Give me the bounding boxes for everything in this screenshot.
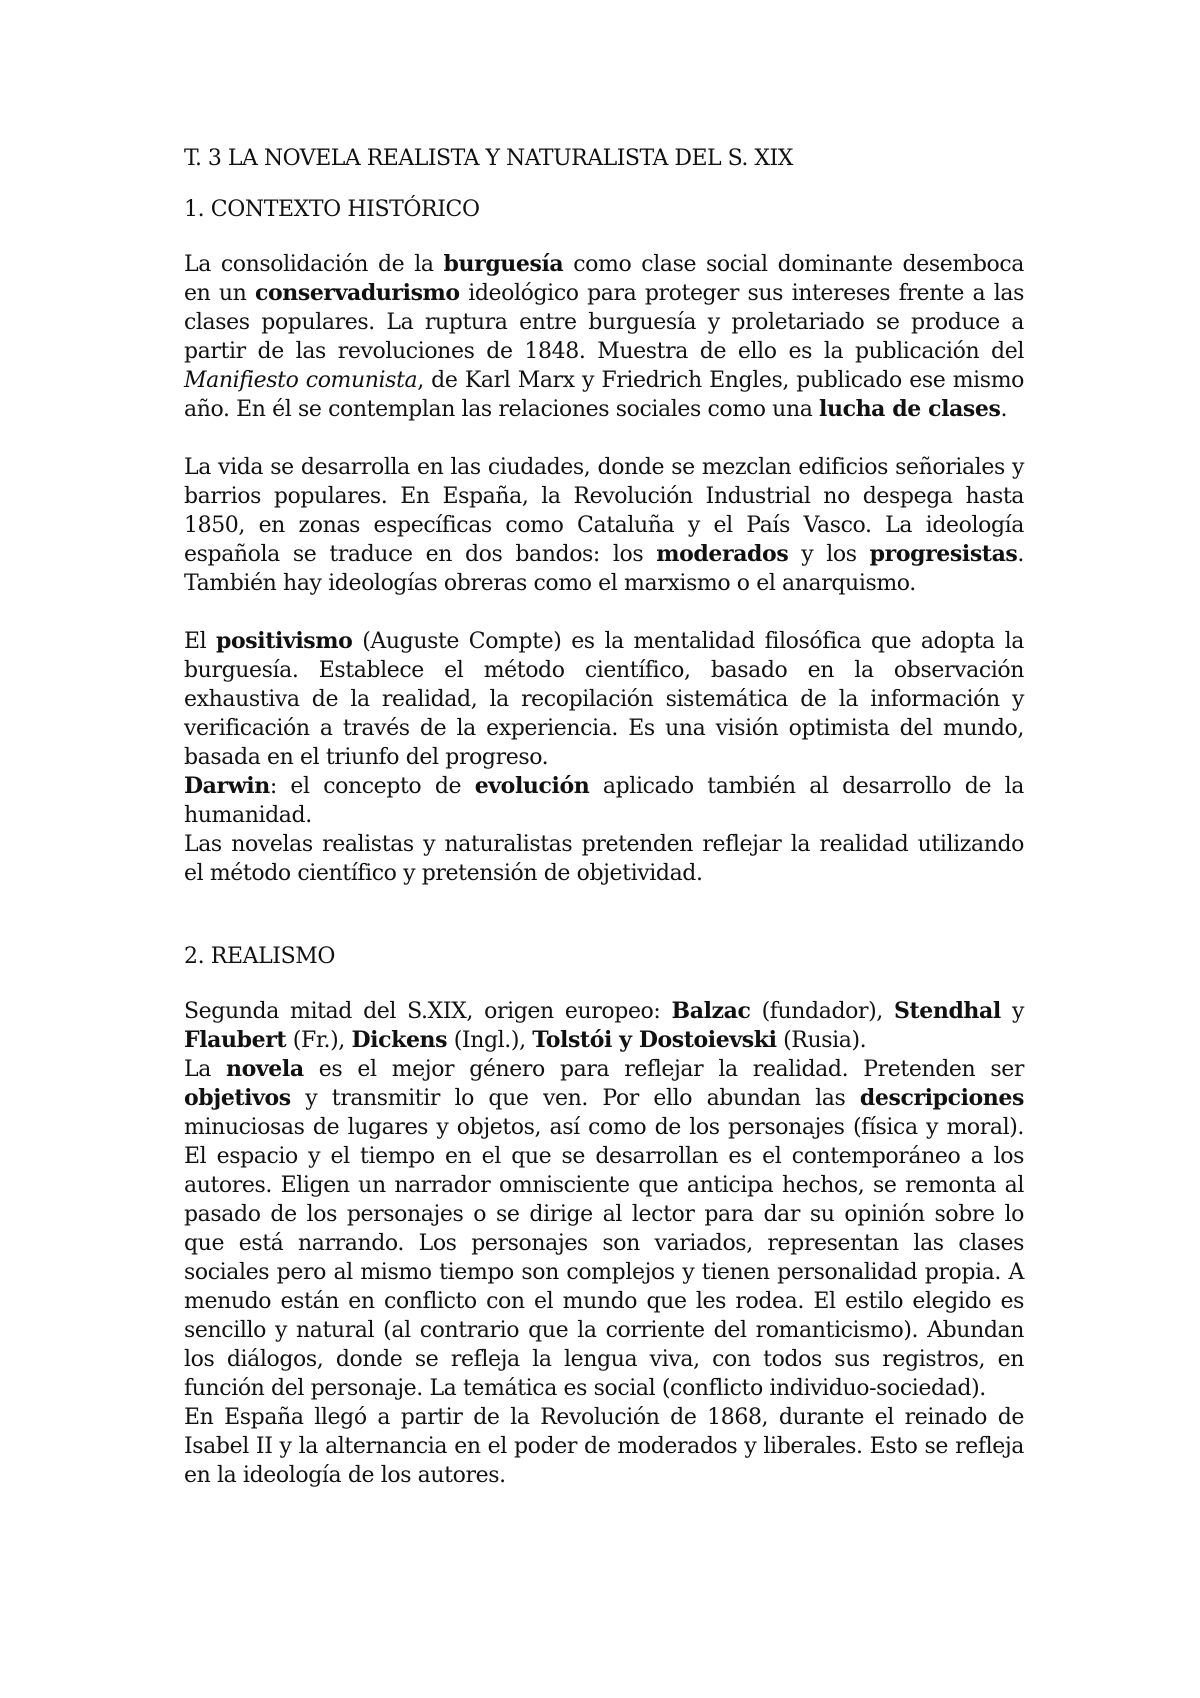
text-run: (Auguste Compte) es la mentalidad filosófica que adopta la burguesía. Establece el método científico, basado en la observación exhaustiva de la realidad, la recopilación sistemática de la información y verificación a través de la experiencia. Es una visión optimista del mundo, basada en el triunfo del progreso. — [184, 629, 1024, 770]
bold-term: Dickens — [351, 1027, 448, 1053]
text-run: La vida se desarrolla en las ciudades, donde se mezclan edificios señoriales y barrios populares. En España, la Revolución Industrial no despega hasta 1850, en zonas específicas como Cataluña y el País Vasco. La ideología española se traduce en dos bandos: los — [184, 455, 1024, 567]
bold-term: progresistas — [869, 541, 1018, 567]
text-run: minuciosas de lugares y objetos, así como de los personajes (física y moral). El espacio y el tiempo en el que se desarrollan es el contemporáneo a los autores. Eligen un narrador omnisciente que anticipa hechos, se remonta al pasado de los personajes o se dirige al lector para dar su opinión sobre lo que está narrando. Los personajes son variados, representan las clases sociales pero al mismo tiempo son complejos y tienen personalidad propia. A menudo están en conflicto con el mundo que les rodea. El estilo elegido es sencillo y natural (al contrario que la corriente del romanticismo). Abundan los diálogos, donde se refleja la lengua viva, con todos sus registros, en función del personaje. La temática es social (conflicto individuo-sociedad). — [184, 1115, 1024, 1401]
text-run: El — [184, 629, 217, 654]
paragraph-ciudades — [184, 453, 1024, 598]
bold-term: descripciones — [859, 1085, 1024, 1111]
text-run: , de Karl Marx y Friedrich Engles, publicado ese mismo año. En él se contemplan las relaciones sociales como una — [184, 368, 1024, 422]
bold-term: Darwin — [184, 773, 270, 799]
section-heading-realismo: 2. REALISMO — [184, 944, 336, 969]
bold-term: moderados — [656, 541, 789, 567]
text-run: aplicado también al desarrollo de la humanidad. — [184, 774, 1024, 828]
text-run: . — [1000, 397, 1008, 422]
bold-term: conservadurismo — [254, 280, 460, 306]
text-run: : el concepto de — [269, 774, 475, 799]
paragraph-espana — [184, 1403, 1024, 1490]
document-title: T. 3 LA NOVELA REALISTA Y NATURALISTA DEL S. XIX — [184, 146, 793, 171]
paragraph-novelas-realistas — [184, 830, 1024, 888]
bold-term: Tolstói y Dostoievski — [532, 1027, 777, 1053]
paragraph-burguesia — [184, 250, 1024, 424]
text-run: Segunda mitad del S.XIX, origen europeo: — [184, 999, 672, 1024]
text-run: es el mejor género para reflejar la realidad. Pretenden ser — [303, 1057, 1024, 1082]
text-run: ideológico para proteger sus intereses frente a las clases populares. La ruptura entre burguesía y proletariado se produce a partir de las revoluciones de 1848. Muestra de ello es la publicación del — [184, 281, 1024, 364]
text-run: La consolidación de la — [184, 252, 444, 277]
text-run: La — [184, 1057, 227, 1082]
paragraph-darwin — [184, 772, 1024, 830]
bold-term: positivismo — [216, 628, 353, 654]
bold-term: Balzac — [671, 998, 751, 1024]
text-run: (Ingl.), — [447, 1028, 533, 1053]
text-run: (Rusia). — [776, 1028, 867, 1053]
text-run: (fundador), — [750, 999, 894, 1024]
text-run: y — [1000, 999, 1024, 1024]
text-run: . También hay ideologías obreras como el marxismo o el anarquismo. — [184, 542, 1024, 596]
italic-title: Manifiesto comunista — [184, 368, 418, 393]
bold-term: Stendhal — [894, 998, 1001, 1024]
text-run: como clase social dominante desemboca en un — [184, 252, 1024, 306]
section-heading-contexto-historico: 1. CONTEXTO HISTÓRICO — [184, 197, 480, 222]
bold-term: Flaubert — [184, 1027, 287, 1053]
bold-term: evolución — [474, 773, 590, 799]
text-run: y los — [788, 542, 870, 567]
paragraph-novela-caracteristicas — [184, 1055, 1024, 1403]
text-run: En España llegó a partir de la Revolución de 1868, durante el reinado de Isabel II y la alternancia en el poder de moderados y liberales. Esto se refleja en la ideología de los autores. — [184, 1405, 1024, 1488]
text-run: (Fr.), — [286, 1028, 352, 1053]
bold-term: objetivos — [184, 1085, 291, 1111]
bold-term: burguesía — [443, 251, 564, 277]
document-body — [184, 144, 1024, 1490]
paragraph-positivismo — [184, 627, 1024, 772]
bold-term: lucha de clases — [819, 396, 1001, 422]
bold-term: novela — [226, 1056, 304, 1082]
text-run: y transmitir lo que ven. Por ello abundan las — [290, 1086, 860, 1111]
paragraph-autores — [184, 997, 1024, 1055]
text-run: Las novelas realistas y naturalistas pretenden reflejar la realidad utilizando el método científico y pretensión de objetividad. — [184, 832, 1024, 886]
